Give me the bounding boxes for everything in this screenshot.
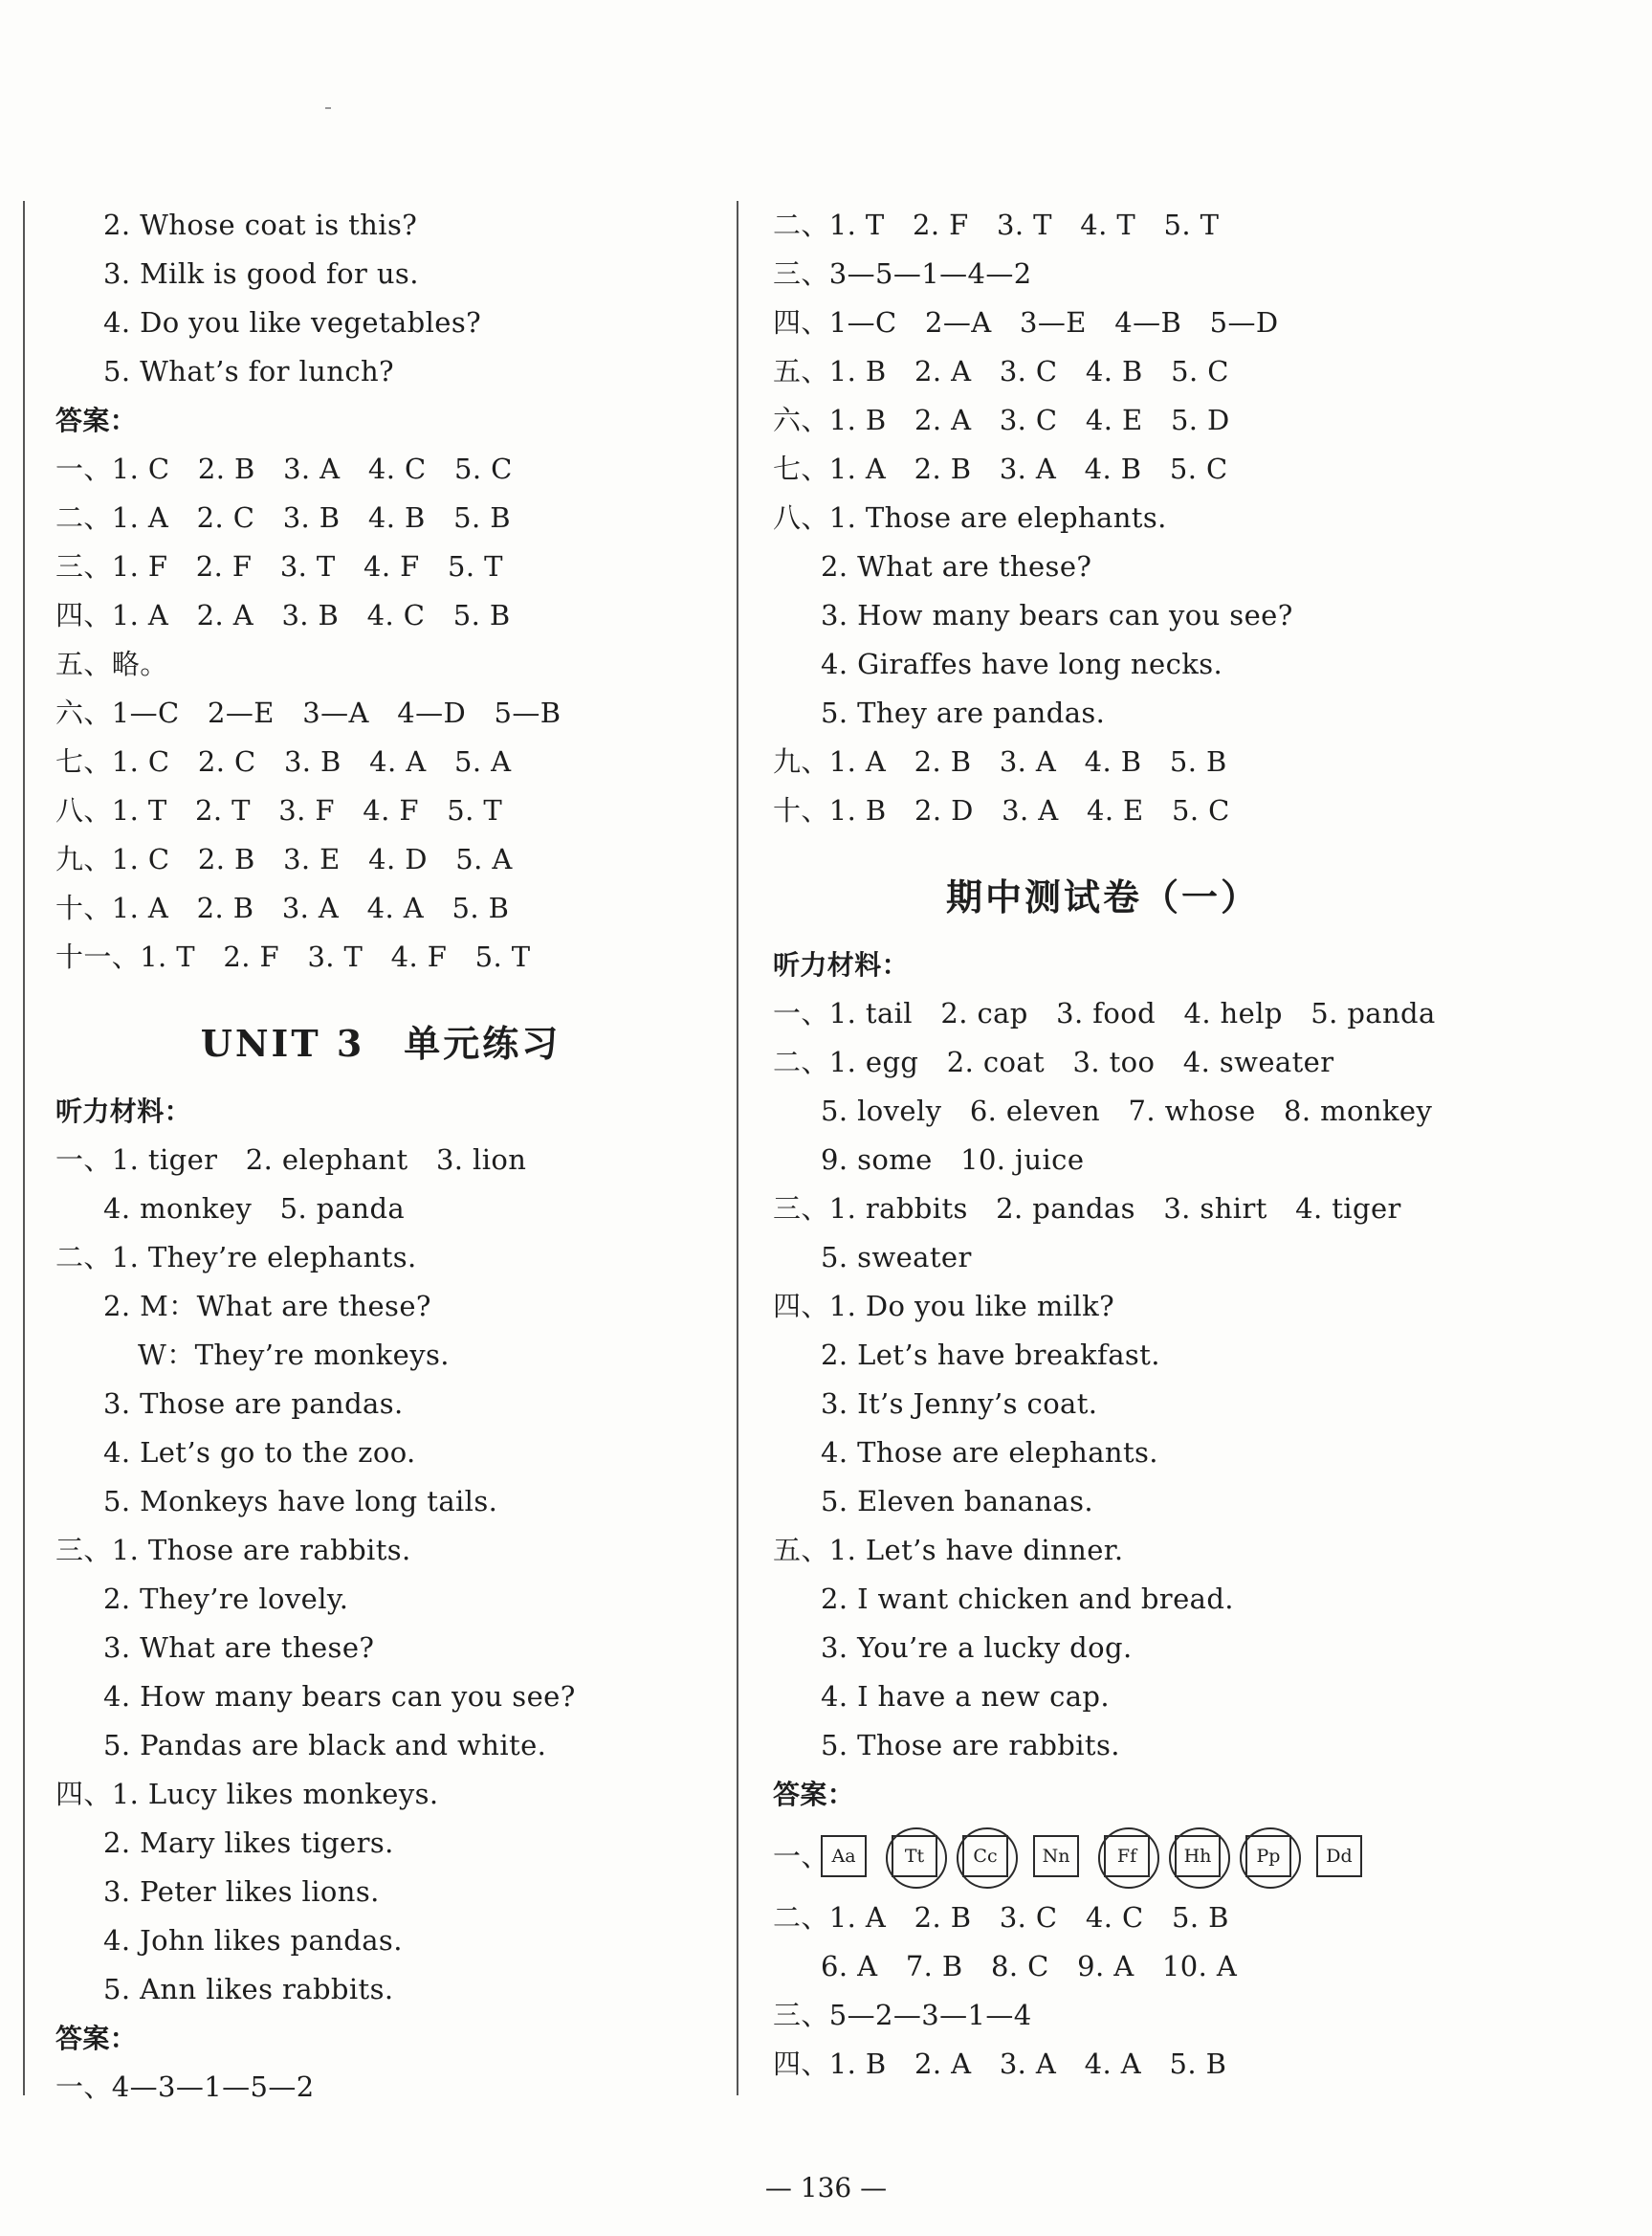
text-line: 5. Those are rabbits. <box>821 1729 1120 1761</box>
text-line: 3. Those are pandas. <box>103 1387 404 1420</box>
text-line: 2. M：What are these? <box>103 1290 431 1322</box>
text-line: 2. I want chicken and bread. <box>821 1583 1234 1615</box>
text-line: 4. monkey 5. panda <box>103 1192 406 1225</box>
answers-label: 答案： <box>55 405 138 436</box>
listening-label: 听力材料： <box>773 949 910 981</box>
letter-box: Dd <box>1316 1835 1362 1877</box>
answer-line: 九、1. A 2. B 3. A 4. B 5. B <box>773 745 1227 778</box>
left-column <box>55 201 706 2112</box>
text-line: 5. Monkeys have long tails. <box>103 1485 498 1517</box>
text-line: 4. I have a new cap. <box>821 1680 1110 1713</box>
page-number: — 136 — <box>764 2172 888 2203</box>
text-line: 5. Pandas are black and white. <box>103 1729 547 1761</box>
section-number: 一、 <box>773 1839 829 1872</box>
text-line: 一、1. tiger 2. elephant 3. lion <box>55 1143 527 1176</box>
text-line: 5. Eleven bananas. <box>821 1485 1094 1517</box>
text-line: 三、1. rabbits 2. pandas 3. shirt 4. tiger <box>773 1192 1401 1225</box>
text-line: 2. What are these? <box>821 550 1092 583</box>
answer-line: 三、3—5—1—4—2 <box>773 257 1032 290</box>
text-line: 2. Mary likes tigers. <box>103 1826 394 1859</box>
midterm-heading: 期中测试卷（一） <box>945 876 1260 919</box>
text-line: 4. Those are elephants. <box>821 1436 1158 1469</box>
answer-line: 一、1. C 2. B 3. A 4. C 5. C <box>55 453 513 485</box>
answer-line: 四、1. A 2. A 3. B 4. C 5. B <box>55 599 511 631</box>
scan-speck <box>325 107 331 109</box>
letter-box-circled: Tt <box>892 1835 937 1877</box>
text-line: 5. sweater <box>821 1241 972 1273</box>
text-line: 2. They’re lovely. <box>103 1583 349 1615</box>
answer-line: 七、1. A 2. B 3. A 4. B 5. C <box>773 453 1228 485</box>
text-line: 3. It’s Jenny’s coat. <box>821 1387 1098 1420</box>
answer-line: 五、1. B 2. A 3. C 4. B 5. C <box>773 355 1229 387</box>
letter-box-circled: Pp <box>1245 1835 1291 1877</box>
text-line: 3. You’re a lucky dog. <box>821 1631 1133 1664</box>
text-line: 4. How many bears can you see? <box>103 1680 576 1713</box>
text-line: 2. Whose coat is this? <box>103 209 418 241</box>
text-line: W：They’re monkeys. <box>138 1339 450 1371</box>
answer-line: 八、1. T 2. T 3. F 4. F 5. T <box>55 794 503 827</box>
letter-box: Nn <box>1033 1835 1079 1877</box>
text-line: 3. How many bears can you see? <box>821 599 1293 631</box>
text-line: 4. Do you like vegetables? <box>103 306 482 339</box>
answer-line: 八、1. Those are elephants. <box>773 501 1167 534</box>
answers-label: 答案： <box>773 1779 855 1810</box>
text-line: 一、1. tail 2. cap 3. food 4. help 5. panda <box>773 997 1436 1029</box>
text-line: 3. Peter likes lions. <box>103 1875 380 1908</box>
answer-line: 四、1. B 2. A 3. A 4. A 5. B <box>773 2048 1227 2080</box>
answer-line: 十、1. A 2. B 3. A 4. A 5. B <box>55 892 510 924</box>
answer-line: 三、5—2—3—1—4 <box>773 1999 1032 2031</box>
answer-line: 七、1. C 2. C 3. B 4. A 5. A <box>55 745 512 778</box>
answers-label: 答案： <box>55 2023 138 2054</box>
answer-line: 一、4—3—1—5—2 <box>55 2070 315 2103</box>
answer-line: 六、1. B 2. A 3. C 4. E 5. D <box>773 404 1230 436</box>
answer-line: 五、略。 <box>55 648 168 680</box>
column-divider <box>737 201 738 2095</box>
letter-box-circled: Hh <box>1175 1835 1221 1877</box>
answer-line: 十一、1. T 2. F 3. T 4. F 5. T <box>55 941 531 973</box>
answer-line: 四、1—C 2—A 3—E 4—B 5—D <box>773 306 1279 339</box>
text-line: 4. Giraffes have long necks. <box>821 648 1223 680</box>
text-line: 5. lovely 6. eleven 7. whose 8. monkey <box>821 1095 1433 1127</box>
answer-line: 二、1. T 2. F 3. T 4. T 5. T <box>773 209 1220 241</box>
text-line: 三、1. Those are rabbits. <box>55 1534 411 1566</box>
letter-box-circled: Cc <box>962 1835 1008 1877</box>
letter-box-circled: Ff <box>1104 1835 1150 1877</box>
answer-line: 二、1. A 2. C 3. B 4. B 5. B <box>55 501 511 534</box>
answer-line: 二、1. A 2. B 3. C 4. C 5. B <box>773 1901 1229 1934</box>
text-line: 9. some 10. juice <box>821 1143 1085 1176</box>
text-line: 二、1. egg 2. coat 3. too 4. sweater <box>773 1046 1334 1078</box>
right-column <box>773 201 1436 2089</box>
text-line: 4. John likes pandas. <box>103 1924 403 1957</box>
answer-line: 三、1. F 2. F 3. T 4. F 5. T <box>55 550 503 583</box>
text-line: 3. What are these? <box>103 1631 375 1664</box>
text-line: 2. Let’s have breakfast. <box>821 1339 1160 1371</box>
answer-line: 十、1. B 2. D 3. A 4. E 5. C <box>773 794 1230 827</box>
text-line: 四、1. Do you like milk? <box>773 1290 1115 1322</box>
text-line: 二、1. They’re elephants. <box>55 1241 417 1273</box>
text-line: 4. Let’s go to the zoo. <box>103 1436 416 1469</box>
answer-line: 6. A 7. B 8. C 9. A 10. A <box>821 1950 1238 1982</box>
answer-line: 九、1. C 2. B 3. E 4. D 5. A <box>55 843 513 875</box>
unit-heading: UNIT 3 单元练习 <box>200 1022 562 1065</box>
text-line: 3. Milk is good for us. <box>103 257 419 290</box>
letter-box: Aa <box>821 1835 867 1877</box>
listening-label: 听力材料： <box>55 1096 192 1127</box>
text-line: 5. Ann likes rabbits. <box>103 1973 394 2005</box>
left-margin-rule <box>23 201 25 2095</box>
answer-line: 六、1—C 2—E 3—A 4—D 5—B <box>55 697 562 729</box>
text-line: 五、1. Let’s have dinner. <box>773 1534 1124 1566</box>
text-line: 5. What’s for lunch? <box>103 355 395 387</box>
letter-boxes-row <box>773 1819 1433 1893</box>
text-line: 四、1. Lucy likes monkeys. <box>55 1778 439 1810</box>
text-line: 5. They are pandas. <box>821 697 1106 729</box>
